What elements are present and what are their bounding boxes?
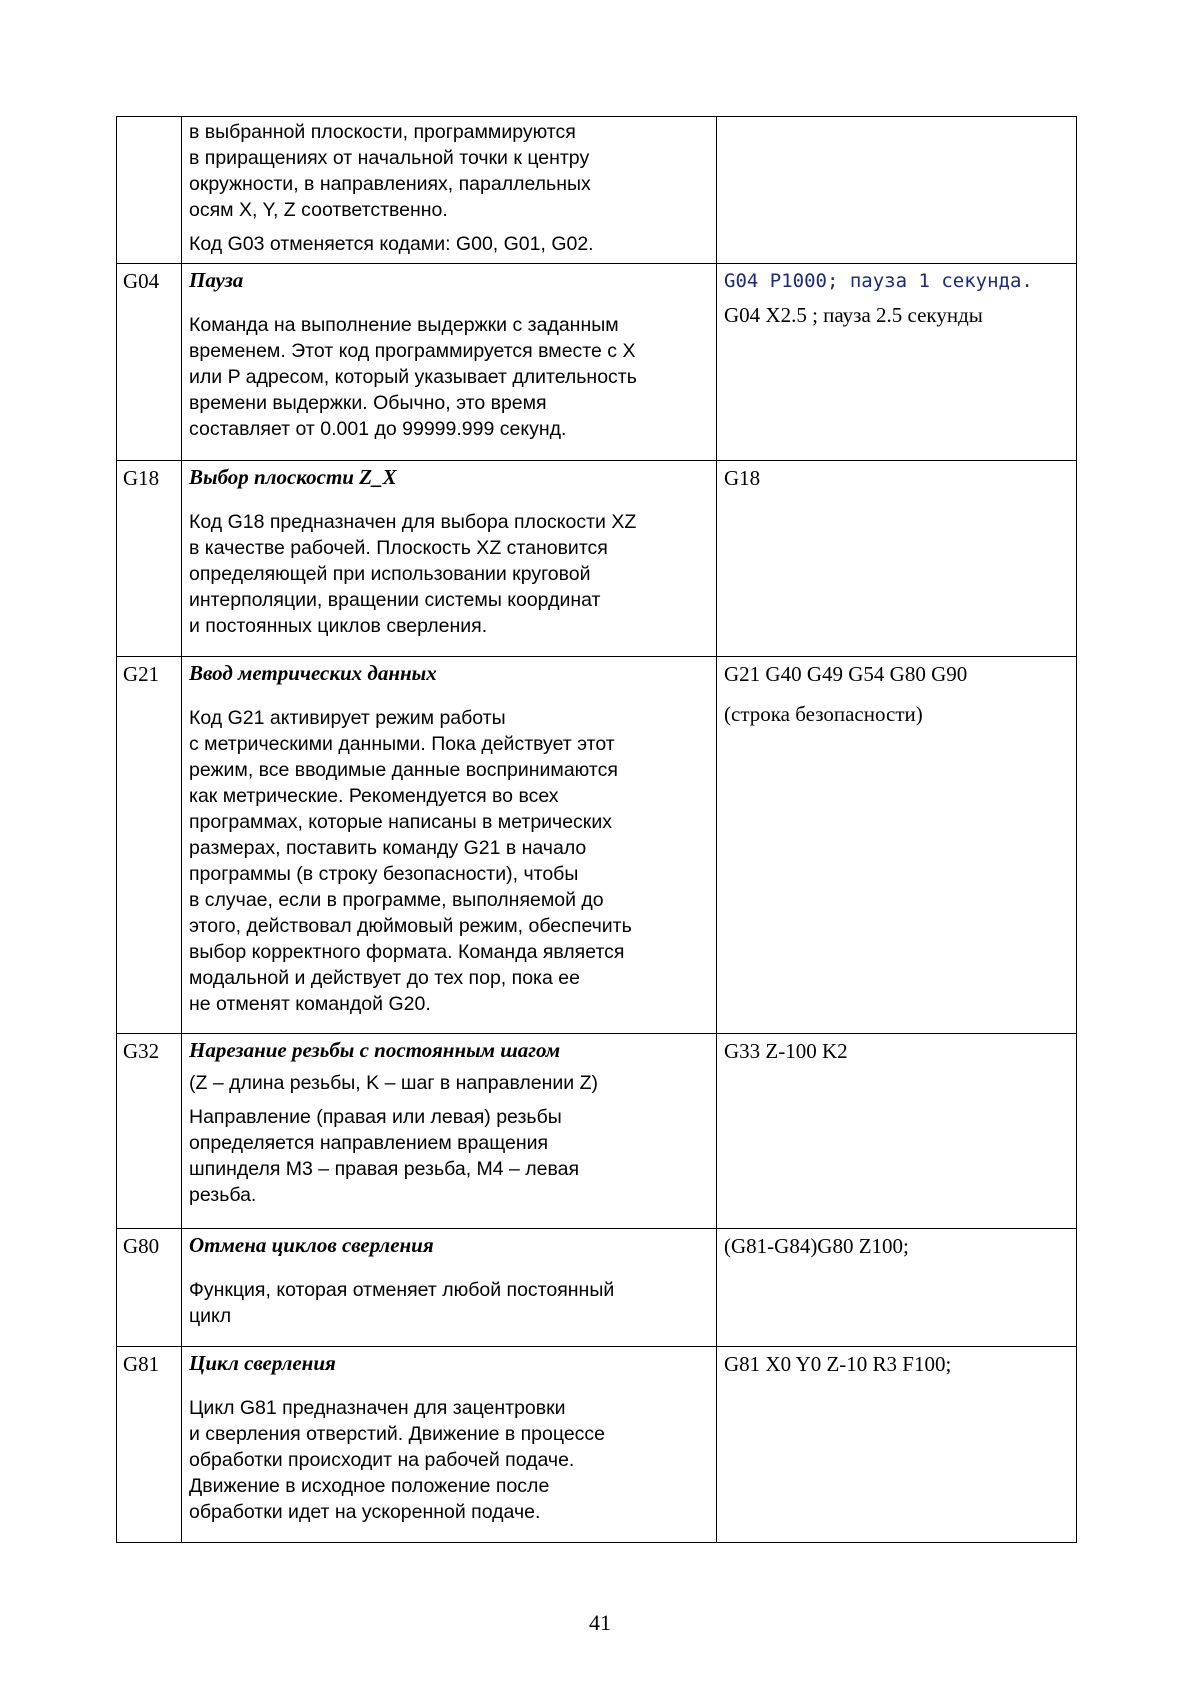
desc-line: выбор корректного формата. Команда является <box>189 941 625 963</box>
example-cell <box>717 461 1077 657</box>
desc-line: Направление (правая или левая) резьбы <box>189 1106 562 1128</box>
desc-line: цикл <box>189 1305 232 1327</box>
example-line: G04 X2.5 ; пауза 2.5 секунды <box>724 303 983 327</box>
desc-line: Движение в исходное положение после <box>189 1475 550 1497</box>
desc-line: интерполяции, вращении системы координат <box>189 589 601 611</box>
desc-line: определяется направлением вращения <box>189 1132 549 1154</box>
description-cell <box>182 117 717 264</box>
description-cell <box>182 461 717 657</box>
example-line: G81 X0 Y0 Z-10 R3 F100; <box>724 1352 952 1376</box>
desc-line: и сверления отверстий. Движение в процессе <box>189 1423 606 1445</box>
table-row <box>117 1034 1077 1229</box>
example-cell <box>717 1034 1077 1229</box>
desc-line: размерах, поставить команду G21 в начало <box>189 837 587 859</box>
command-title: Пауза <box>189 268 244 292</box>
table-row <box>117 461 1077 657</box>
desc-line: Функция, которая отменяет любой постоянный <box>189 1279 615 1301</box>
command-title: Выбор плоскости Z_X <box>189 465 397 489</box>
desc-line: обработки происходит на рабочей подаче. <box>189 1449 575 1471</box>
desc-line: резьба. <box>189 1184 257 1206</box>
table-row <box>117 1347 1077 1543</box>
code-cell: G18 <box>117 461 182 657</box>
desc-line: программы (в строку безопасности), чтобы <box>189 863 579 885</box>
description-cell <box>182 1034 717 1229</box>
example-line: (G81-G84)G80 Z100; <box>724 1234 909 1258</box>
command-title: Нарезание резьбы с постоянным шагом <box>189 1038 561 1062</box>
code-cell: G21 <box>117 657 182 1034</box>
example-line: G21 G40 G49 G54 G80 G90 <box>724 662 968 686</box>
desc-line: модальной и действует до тех пор, пока ее <box>189 967 580 989</box>
code-cell <box>117 117 182 264</box>
desc-line: в приращениях от начальной точки к центру <box>189 147 590 169</box>
desc-line: определяющей при использовании круговой <box>189 563 591 585</box>
table-row <box>117 264 1077 461</box>
desc-line: программах, которые написаны в метрических <box>189 811 612 833</box>
code-cell: G32 <box>117 1034 182 1229</box>
desc-line: с метрическими данными. Пока действует этот <box>189 733 615 755</box>
command-title: Цикл сверления <box>189 1351 336 1375</box>
command-subtitle: (Z – длина резьбы, K – шаг в направлении Z) <box>189 1072 599 1094</box>
example-line: G04 P1000; пауза 1 секунда. <box>724 270 1033 292</box>
example-cell <box>717 117 1077 264</box>
desc-line: Код G21 активирует режим работы <box>189 707 506 729</box>
desc-line: Команда на выполнение выдержки с заданным <box>189 314 619 336</box>
desc-line: режим, все вводимые данные воспринимаются <box>189 759 618 781</box>
desc-line: шпинделя М3 – правая резьба, М4 – левая <box>189 1158 580 1180</box>
code-cell: G04 <box>117 264 182 461</box>
desc-line: или P адресом, который указывает длительность <box>189 366 637 388</box>
command-title: Отмена циклов сверления <box>189 1233 434 1257</box>
desc-line: окружности, в направлениях, параллельных <box>189 173 591 195</box>
desc-line: в случае, если в программе, выполняемой до <box>189 889 604 911</box>
desc-line: в качестве рабочей. Плоскость XZ становится <box>189 537 608 559</box>
example-line: G33 Z-100 K2 <box>724 1039 848 1063</box>
gcode-table <box>116 116 1077 1543</box>
example-cell <box>717 1229 1077 1347</box>
desc-line: этого, действовал дюймовый режим, обеспечить <box>189 915 632 937</box>
description-cell <box>182 264 717 461</box>
desc-line: как метрические. Рекомендуется во всех <box>189 785 559 807</box>
desc-line: и постоянных циклов сверления. <box>189 615 488 637</box>
command-title: Ввод метрических данных <box>189 661 437 685</box>
table-row <box>117 657 1077 1034</box>
description-cell <box>182 657 717 1034</box>
example-line: (строка безопасности) <box>724 702 923 726</box>
table-row <box>117 1229 1077 1347</box>
desc-note: Код G03 отменяется кодами: G00, G01, G02. <box>189 233 594 255</box>
description-cell <box>182 1347 717 1543</box>
desc-line: не отменят командой G20. <box>189 993 431 1015</box>
table-row <box>117 117 1077 264</box>
example-cell <box>717 1347 1077 1543</box>
example-cell <box>717 657 1077 1034</box>
desc-line: осям X, Y, Z соответственно. <box>189 199 448 221</box>
desc-line: времени выдержки. Обычно, это время <box>189 392 547 414</box>
desc-line: временем. Этот код программируется вместе с X <box>189 340 636 362</box>
code-cell: G81 <box>117 1347 182 1543</box>
example-cell <box>717 264 1077 461</box>
code-cell: G80 <box>117 1229 182 1347</box>
example-line: G18 <box>724 466 761 490</box>
desc-line: Цикл G81 предназначен для зацентровки <box>189 1397 566 1419</box>
desc-line: в выбранной плоскости, программируются <box>189 121 576 143</box>
desc-line: составляет от 0.001 до 99999.999 секунд. <box>189 418 567 440</box>
page-number: 41 <box>589 1610 611 1635</box>
desc-line: обработки идет на ускоренной подаче. <box>189 1501 541 1523</box>
desc-line: Код G18 предназначен для выбора плоскости XZ <box>189 511 637 533</box>
description-cell <box>182 1229 717 1347</box>
